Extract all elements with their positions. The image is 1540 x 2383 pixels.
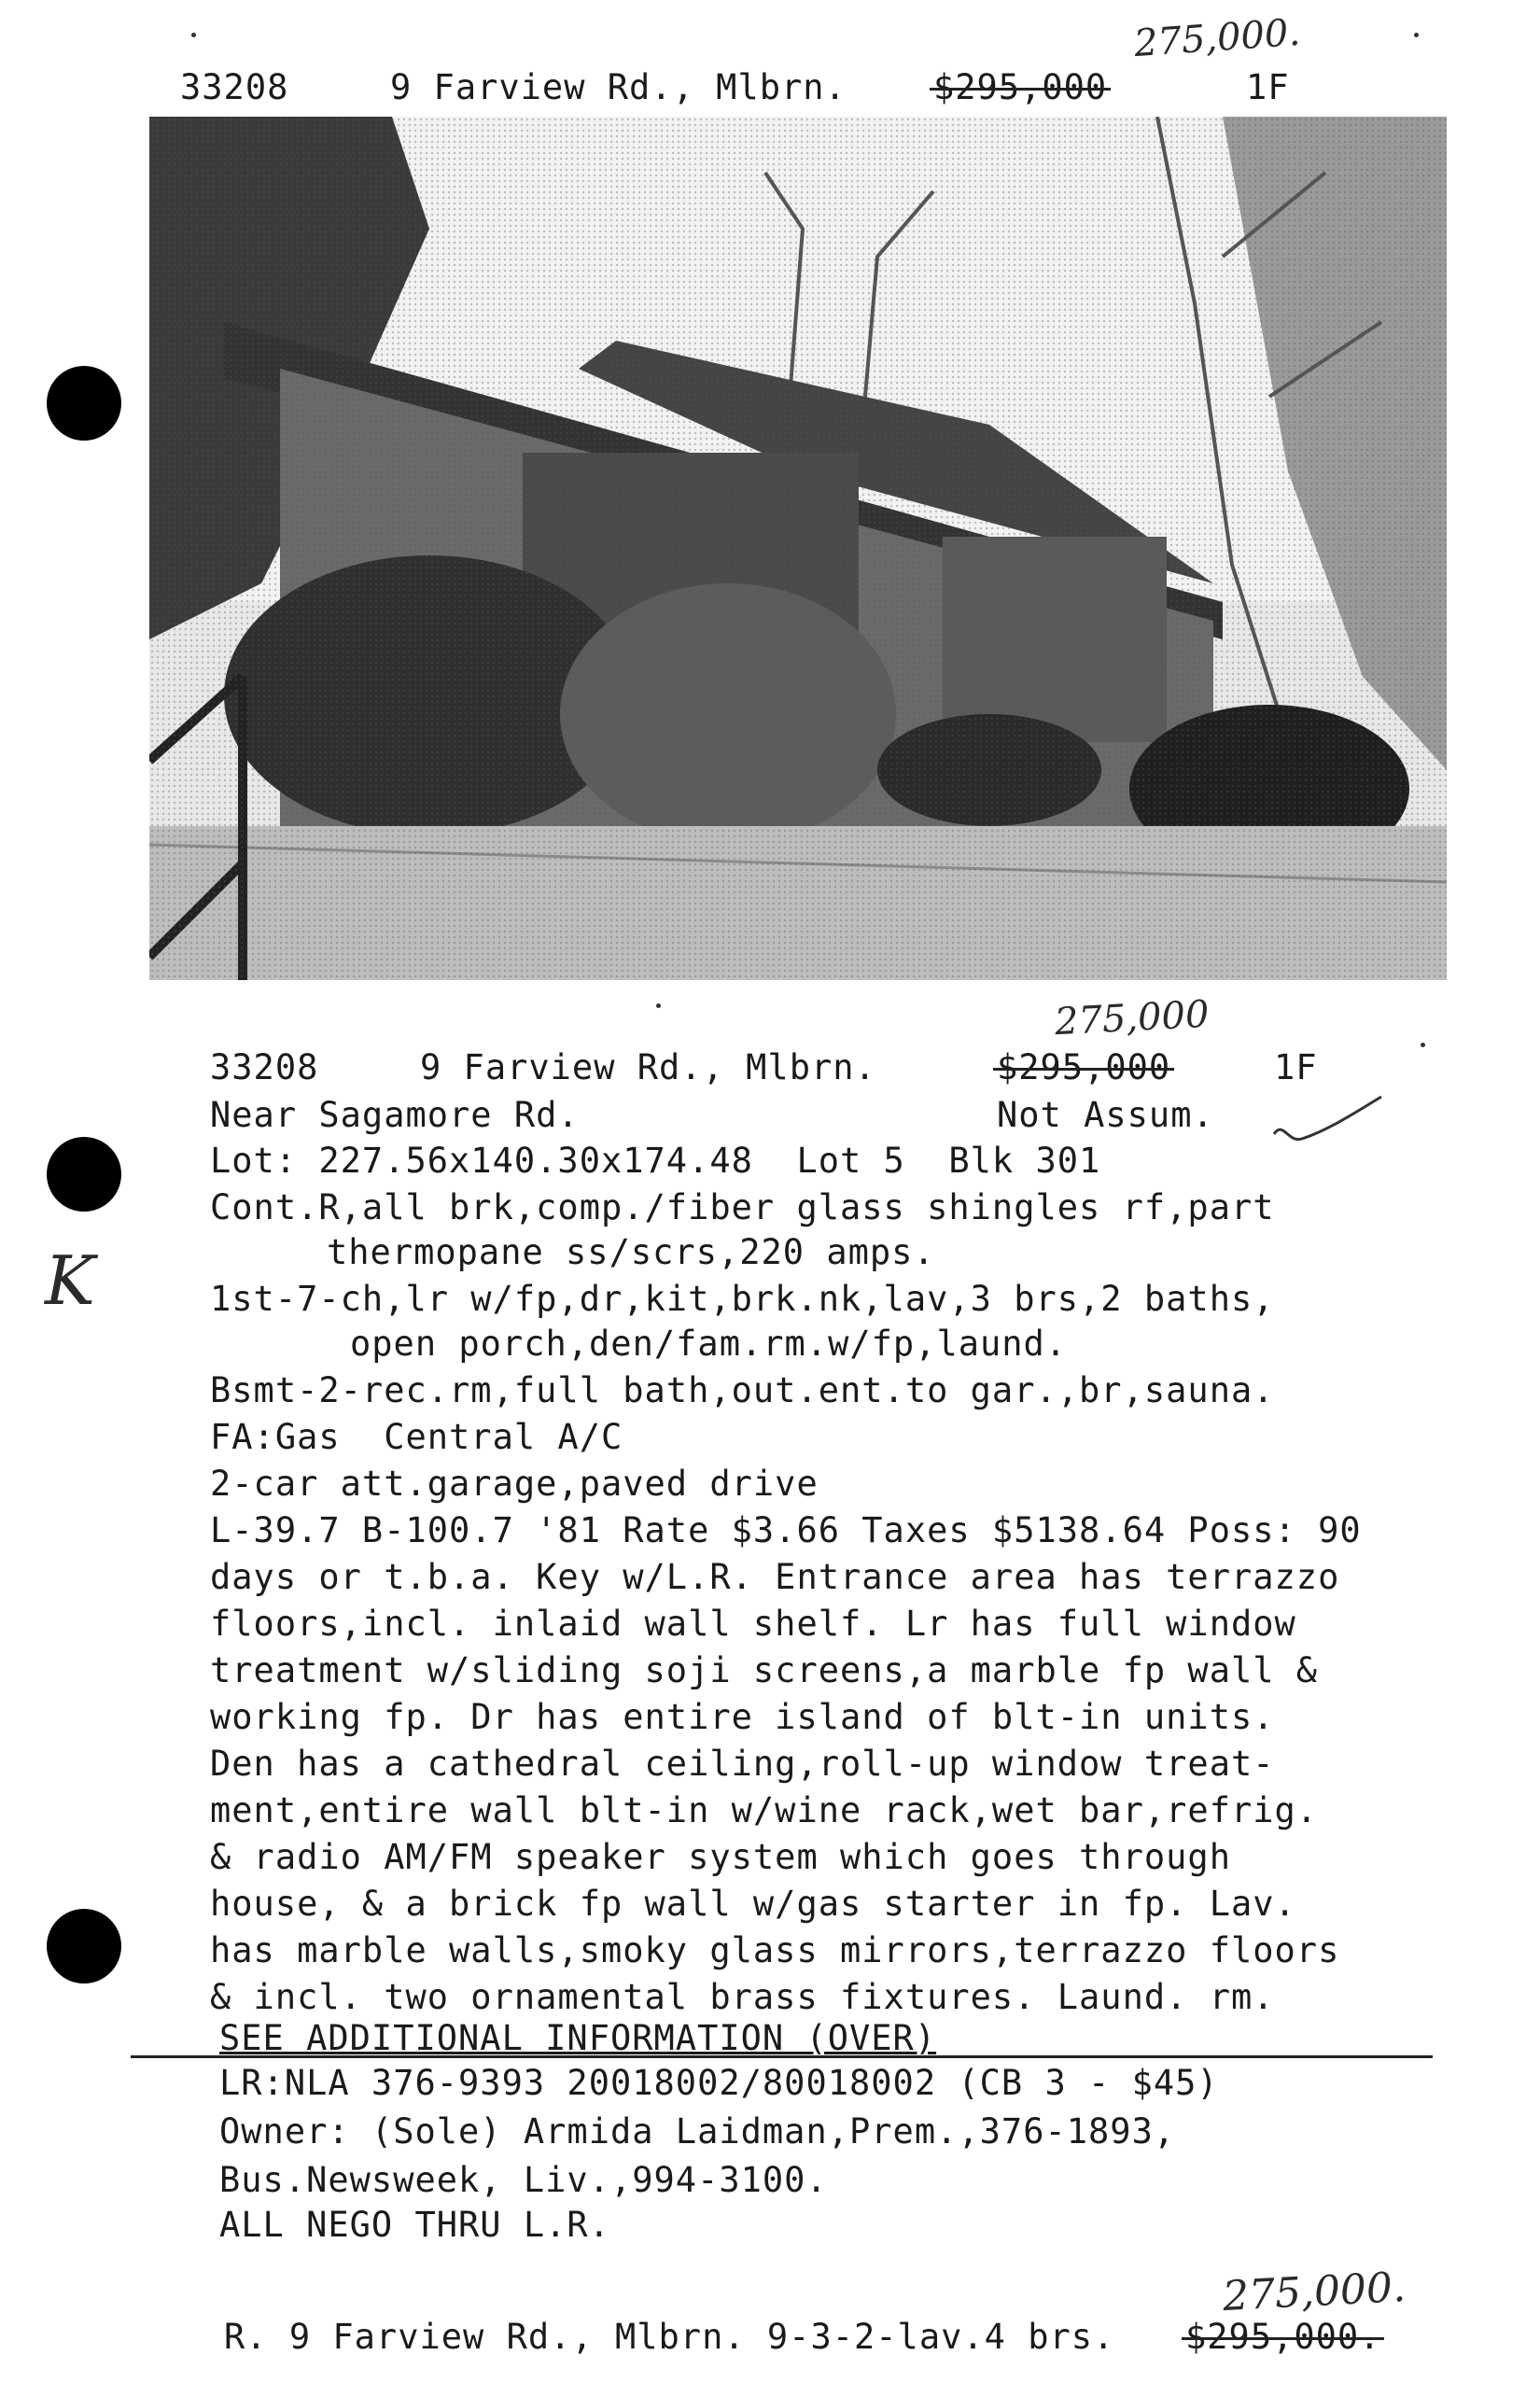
description-line: 1st-7-ch,lr w/fp,dr,kit,brk.nk,lav,3 brs,2 baths, [210,1279,1275,1319]
checkmark-icon [1265,1092,1386,1148]
description-line: 2-car att.garage,paved drive [210,1464,819,1504]
near-street: Near Sagamore Rd. [210,1095,580,1135]
speck [1414,33,1419,37]
punch-hole-3 [47,1909,121,1983]
header-listing-number: 33208 [180,67,289,107]
listing-number: 33208 [210,1047,319,1087]
punch-hole-2 [47,1137,121,1212]
margin-mark: K [45,1241,95,1320]
listing-realtor-line: LR:NLA 376-9393 20018002/80018002 (CB 3 - $45) [219,2063,1219,2103]
description-line: FA:Gas Central A/C [210,1417,623,1457]
listing-address: 9 Farview Rd., Mlbrn. [420,1047,876,1087]
description-line: ment,entire wall blt-in w/wine rack,wet bar,refrig. [210,1790,1319,1830]
description-line: & incl. two ornamental brass fixtures. Laund. rm. [210,1977,1275,2017]
listing-original-price [997,1047,1170,1087]
description-line: has marble walls,smoky glass mirrors,terrazzo floors [210,1930,1340,1970]
struck-price: $295,000. [1185,2317,1381,2357]
speck [656,1003,661,1008]
speck [1421,1043,1425,1047]
description-line: house, & a brick fp wall w/gas starter in fp. Lav. [210,1884,1296,1924]
business-line: Bus.Newsweek, Liv.,994-3100. [219,2160,828,2200]
footer-handwritten-price: 275,000. [1221,2263,1407,2321]
description-line: Den has a cathedral ceiling,roll-up window treat- [210,1744,1275,1784]
listing-handwritten-price: 275,000 [1053,992,1211,1044]
lot-dimensions: Lot: 227.56x140.30x174.48 Lot 5 Blk 301 [210,1141,1101,1181]
description-line: working fp. Dr has entire island of blt-in units. [210,1697,1275,1737]
not-assumable: Not Assum. [997,1095,1214,1135]
negotiation-line: ALL NEGO THRU L.R. [219,2205,610,2245]
description-line: open porch,den/fam.rm.w/fp,laund. [350,1324,1068,1364]
struck-price: $295,000 [933,67,1108,107]
house-photo [149,117,1447,980]
speck [191,33,196,37]
description-line: thermopane ss/scrs,220 amps. [327,1232,935,1272]
punch-hole-1 [47,366,121,441]
description-line: L-39.7 B-100.7 '81 Rate $3.66 Taxes $5138.64 Poss: 90 [210,1510,1362,1550]
description-line: days or t.b.a. Key w/L.R. Entrance area has terrazzo [210,1557,1340,1597]
description-line: floors,incl. inlaid wall shelf. Lr has full window [210,1604,1296,1644]
description-line: Cont.R,all brk,comp./fiber glass shingles rf,part [210,1187,1275,1227]
house-photo-icon [149,117,1447,980]
footer-original-price [1185,2317,1380,2357]
header-handwritten-price: 275,000. [1132,10,1302,66]
description-line: Bsmt-2-rec.rm,full bath,out.ent.to gar.,br,sauna. [210,1370,1275,1410]
divider-rule [131,2055,1433,2058]
owner-line: Owner: (Sole) Armida Laidman,Prem.,376-1893, [219,2111,1176,2152]
footer-summary: R. 9 Farview Rd., Mlbrn. 9-3-2-lav.4 brs. [224,2317,1115,2357]
description-line: treatment w/sliding soji screens,a marble fp wall & [210,1650,1319,1690]
description-line: & radio AM/FM speaker system which goes through [210,1837,1231,1877]
header-type: 1F [1246,67,1290,107]
see-additional-information: SEE ADDITIONAL INFORMATION (OVER) [219,2018,937,2058]
listing-type: 1F [1274,1047,1318,1087]
struck-price: $295,000 [997,1047,1171,1087]
header-original-price [933,67,1107,107]
header-address: 9 Farview Rd., Mlbrn. [390,67,847,107]
